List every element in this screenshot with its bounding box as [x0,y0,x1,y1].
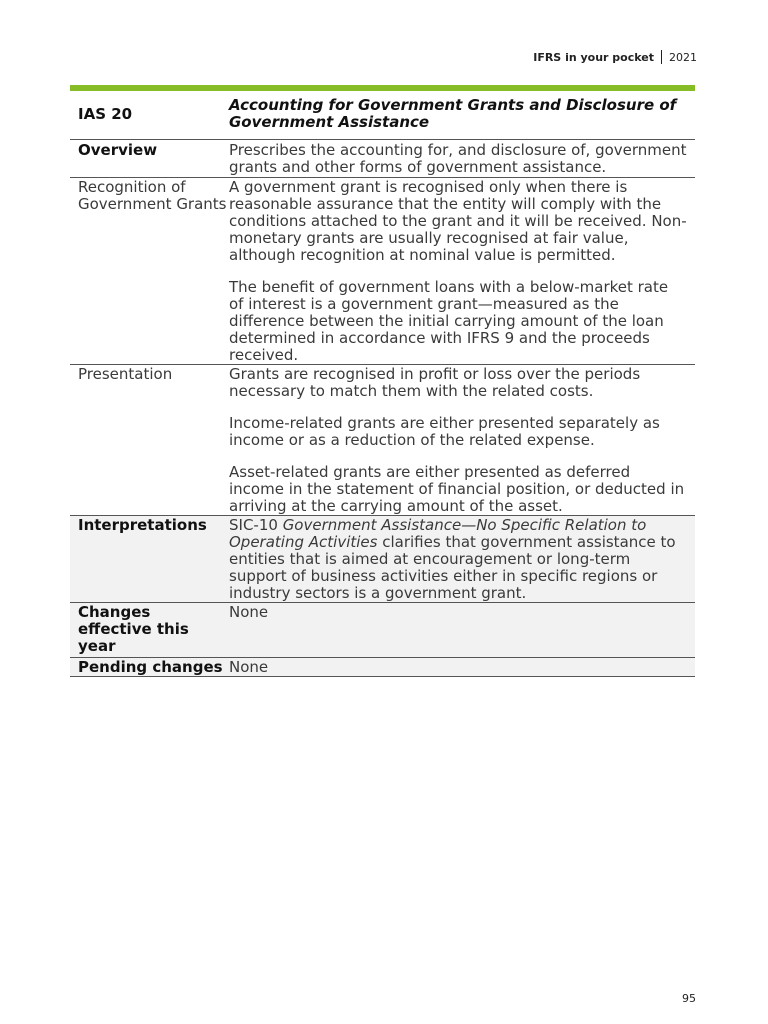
recognition-label: Recognition of Government Grants [78,178,227,213]
interpretations-label: Interpretations [78,516,207,534]
interpretation-code: SIC-10 [229,516,283,534]
pending-changes-label: Pending changes [78,658,223,676]
changes-effective-text: None [229,603,269,621]
running-header [533,50,697,64]
presentation-label: Presentation [78,365,173,383]
standard-code: IAS 20 [78,104,133,123]
overview-row [70,140,695,178]
pending-changes-text: None [229,658,269,676]
standard-title: Accounting for Government Grants and Disclosure of Government Assistance [229,96,677,131]
recognition-content [229,178,695,365]
recognition-paragraph: The benefit of government loans with a below-market rate of interest is a government grant—measured as the difference between the initial carrying amount of the loan determined in accordance with IFRS 9 and the proceeds received. [229,278,669,364]
changes-effective-label: Changes effective this year [78,603,189,655]
overview-label: Overview [78,141,158,159]
overview-text: Prescribes the accounting for, and disclosure of, government grants and other forms of government assistance. [229,141,687,176]
presentation-row [70,365,695,516]
changes-effective-row [70,603,695,658]
presentation-paragraph: Income-related grants are either presented separately as income or as a reduction of the related expense. [229,414,660,449]
recognition-row [70,178,695,365]
pending-changes-row [70,658,695,677]
interpretation-description: clarifies that government assistance to entities that is aimed at encouragement or long-term support of business activities either in specific regions or industry sectors is a government grant. [229,533,676,602]
interpretations-row [70,516,695,603]
table-title-row [70,91,695,140]
interpretation-title: Government Assistance—No Specific Relation to Operating Activities [229,516,647,551]
presentation-content [229,365,695,516]
presentation-paragraph: Asset-related grants are either presented as deferred income in the statement of financial position, or deducted in arriving at the carrying amount of the asset. [229,463,685,515]
page-number: 95 [682,992,696,1005]
presentation-paragraph: Grants are recognised in profit or loss over the periods necessary to match them with the related costs. [229,365,641,400]
recognition-paragraph: A government grant is recognised only when there is reasonable assurance that the entity will comply with the conditions attached to the grant and it will be received. Non-monetary grants are usually recognised at fair value, although recognition at nominal value is permitted. [229,178,687,264]
header-divider [661,50,662,64]
publication-title: IFRS in your pocket [533,50,654,64]
publication-year: 2021 [669,50,697,64]
standard-summary-table [70,91,695,677]
interpretations-text [229,516,695,603]
